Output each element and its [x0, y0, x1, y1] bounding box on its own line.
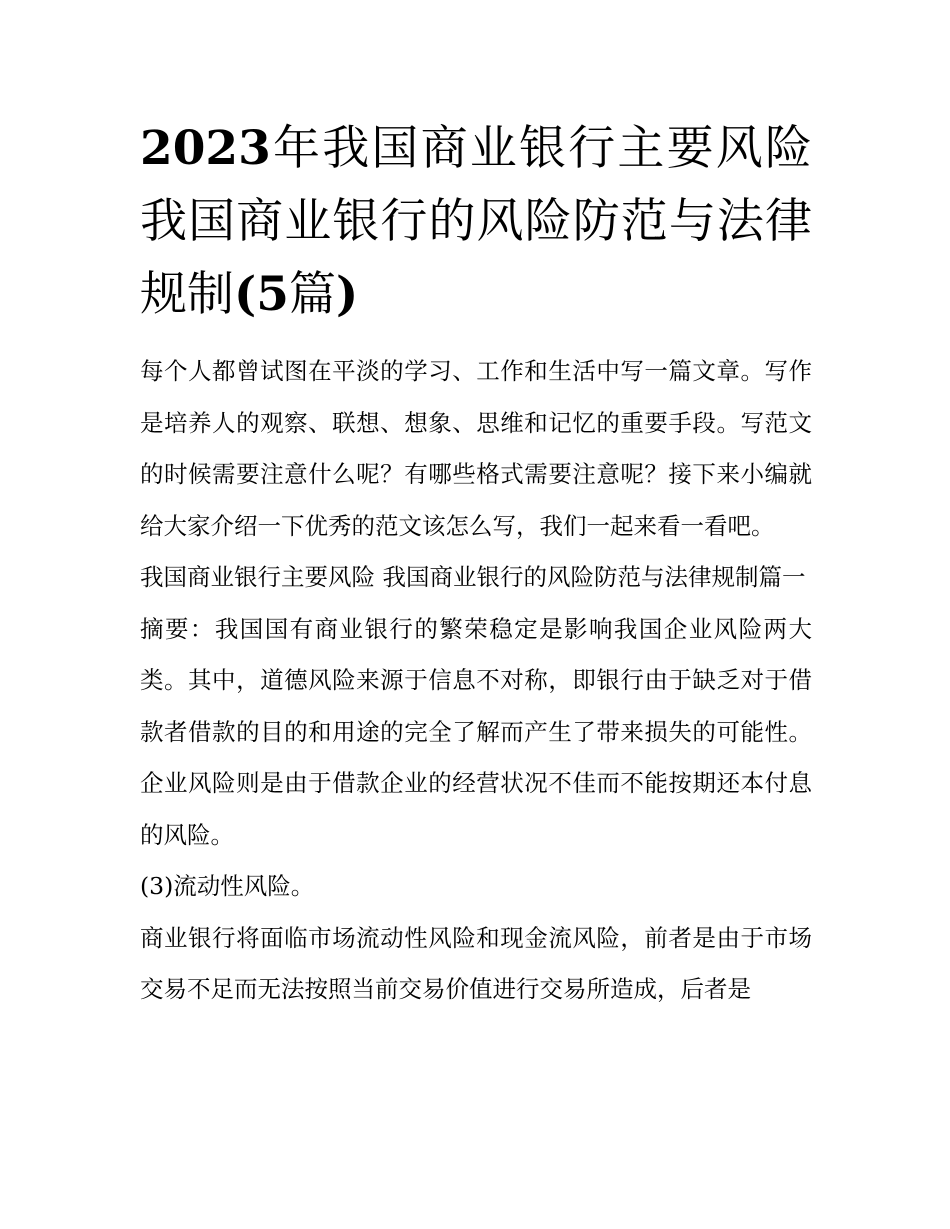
subsection-heading: (3)流动性风险。: [140, 872, 315, 900]
intro-paragraph: 每个人都曾试图在平淡的学习、工作和生活中写一篇文章。写作是培养人的观察、联想、想象、思维和记忆的重要手段。写范文的时候需要注意什么呢？有哪些格式需要注意呢？接下来小编就给大家介绍一下优秀的范文该怎么写，我们一起来看一看吧。: [140, 357, 812, 540]
title-count-close: ): [335, 267, 359, 322]
title-count-unit: 篇: [288, 267, 336, 322]
section-heading: 我国商业银行主要风险 我国商业银行的风险防范与法律规制篇一: [140, 563, 806, 591]
title-year: 2023: [140, 121, 271, 176]
body-paragraph: 商业银行将面临市场流动性风险和现金流风险，前者是由于市场交易不足而无法按照当前交易价值进行交易所造成，后者是: [140, 923, 812, 1003]
document-body: [140, 346, 812, 1016]
abstract-paragraph: 摘要：我国国有商业银行的繁荣稳定是影响我国企业风险两大类。其中，道德风险来源于信息不对称，即银行由于缺乏对于借款者借款的目的和用途的完全了解而产生了带来损失的可能性。企业风险则是由于借款企业的经营状况不佳而不能按期还本付息的风险。: [140, 614, 812, 849]
document-content: [140, 112, 812, 1016]
document-title: [140, 112, 812, 331]
title-count-open: (5: [234, 267, 289, 322]
title-main-text: 年我国商业银行主要风险我国商业银行的风险防范与法律规制: [140, 121, 812, 322]
